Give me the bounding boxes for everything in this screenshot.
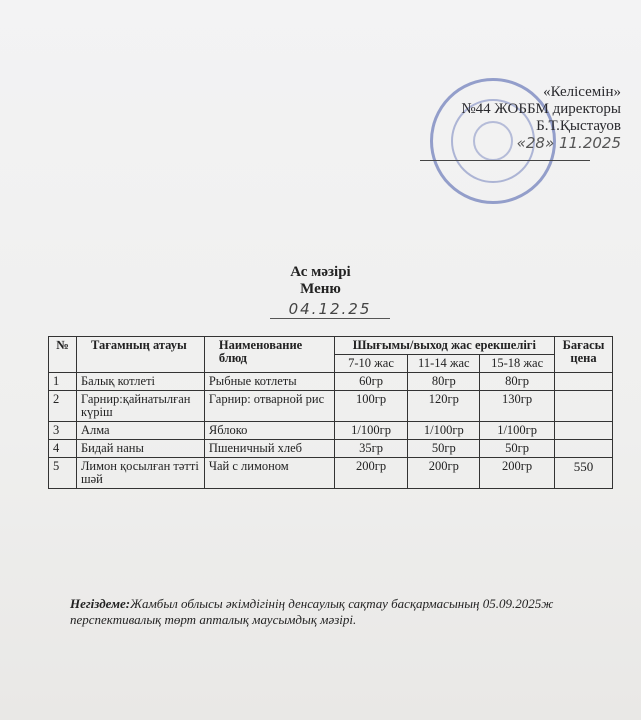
- approval-line-3: Б.Т.Қыстауов: [536, 118, 621, 134]
- header-num: №: [49, 337, 77, 373]
- row-price: 550: [555, 458, 613, 489]
- row-name-ru: Пшеничный хлеб: [204, 440, 334, 458]
- row-amount-11-14: 120гр: [408, 391, 480, 422]
- row-amount-11-14: 50гр: [408, 440, 480, 458]
- header-name-kz: Тағамның атауы: [76, 337, 204, 373]
- row-amount-7-10: 200гр: [334, 458, 408, 489]
- row-num: 4: [49, 440, 77, 458]
- basis-label: Негіздеме:: [70, 596, 131, 611]
- row-num: 2: [49, 391, 77, 422]
- row-name-ru: Гарнир: отварной рис: [204, 391, 334, 422]
- title-ru: Меню: [300, 281, 341, 297]
- row-amount-7-10: 60гр: [334, 373, 408, 391]
- row-price: [555, 373, 613, 391]
- row-price: [555, 391, 613, 422]
- row-amount-7-10: 1/100гр: [334, 422, 408, 440]
- header-age-1: 7-10 жас: [334, 355, 408, 373]
- row-amount-7-10: 35гр: [334, 440, 408, 458]
- table-row: [49, 458, 613, 489]
- row-amount-11-14: 80гр: [408, 373, 480, 391]
- table-row: [49, 440, 613, 458]
- header-output: Шығымы/выход жас ерекшелігі: [334, 337, 554, 355]
- row-name-kz: Лимон қосылған тәтті шәй: [76, 458, 204, 489]
- header-age-2: 11-14 жас: [408, 355, 480, 373]
- header-price: Бағасы цена: [555, 337, 613, 373]
- row-amount-15-18: 130гр: [480, 391, 555, 422]
- row-amount-15-18: 80гр: [480, 373, 555, 391]
- row-num: 1: [49, 373, 77, 391]
- basis-note: [70, 596, 630, 628]
- row-amount-7-10: 100гр: [334, 391, 408, 422]
- table-header-row: [49, 337, 613, 355]
- row-name-kz: Алма: [76, 422, 204, 440]
- row-name-kz: Гарнир:қайнатылған күріш: [76, 391, 204, 422]
- title-kz: Ас мәзірі: [290, 264, 351, 280]
- row-name-ru: Чай с лимоном: [204, 458, 334, 489]
- row-amount-15-18: 200гр: [480, 458, 555, 489]
- header-name-ru: Наименование блюд: [204, 337, 334, 373]
- menu-table: [48, 336, 613, 489]
- row-name-ru: Рыбные котлеты: [204, 373, 334, 391]
- approval-date: «28» 11.2025: [516, 134, 621, 152]
- header-age-3: 15-18 жас: [480, 355, 555, 373]
- table-row: [49, 391, 613, 422]
- row-price: [555, 422, 613, 440]
- row-amount-11-14: 200гр: [408, 458, 480, 489]
- row-name-kz: Балық котлеті: [76, 373, 204, 391]
- row-price: [555, 440, 613, 458]
- row-num: 5: [49, 458, 77, 489]
- menu-date: 04.12.25: [270, 300, 390, 319]
- approval-block: [461, 84, 621, 152]
- row-name-ru: Яблоко: [204, 422, 334, 440]
- signature-line: [420, 148, 590, 161]
- table-row: [49, 422, 613, 440]
- row-amount-15-18: 1/100гр: [480, 422, 555, 440]
- row-name-kz: Бидай наны: [76, 440, 204, 458]
- row-amount-15-18: 50гр: [480, 440, 555, 458]
- approval-line-1: «Келісемін»: [543, 84, 621, 100]
- approval-line-2: №44 ЖОББМ директоры: [461, 101, 621, 117]
- basis-text: Жамбыл облысы әкімдігінің денсаулық сақтау басқармасының 05.09.2025ж перспективалық төрт апталық маусымдық мәзірі.: [70, 596, 554, 627]
- table-row: [49, 373, 613, 391]
- row-amount-11-14: 1/100гр: [408, 422, 480, 440]
- row-num: 3: [49, 422, 77, 440]
